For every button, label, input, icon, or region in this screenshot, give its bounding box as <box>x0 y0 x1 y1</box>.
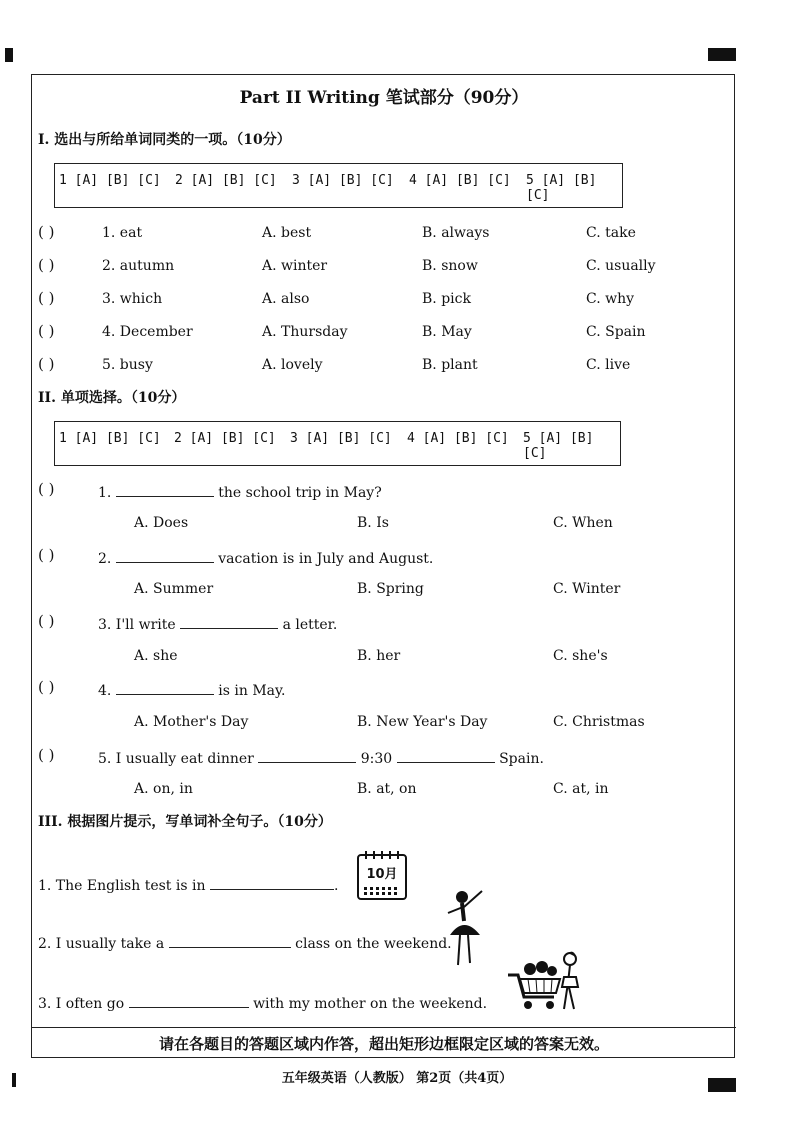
answer-frame <box>31 74 735 1058</box>
option-b: B. Spring <box>357 581 424 597</box>
answer-paren[interactable]: ( ) <box>38 612 55 630</box>
option-c: C. take <box>586 225 636 241</box>
section1-heading: I. 选出与所给单词同类的一项。（10分） <box>38 132 291 148</box>
section2-heading: II. 单项选择。（10分） <box>38 390 186 406</box>
fill-blank[interactable] <box>129 993 249 1008</box>
question-stem: 5. I usually eat dinner 9:30 Spain. <box>98 748 544 767</box>
fill-blank[interactable] <box>397 748 495 763</box>
question-word: 1. eat <box>102 225 143 241</box>
page-footer: 五年级英语（人教版） 第2页（共4页） <box>281 1071 513 1086</box>
corner-mark-top-left <box>5 48 13 62</box>
option-c: C. Spain <box>586 324 646 340</box>
answer-paren[interactable]: ( ) <box>38 678 55 696</box>
option-c: C. Christmas <box>553 714 645 730</box>
fill-blank[interactable] <box>258 748 356 763</box>
option-c: C. When <box>553 515 613 531</box>
answer-bubble[interactable]: 4 [A] [B] [C] <box>407 431 509 446</box>
notice-divider <box>32 1027 736 1028</box>
option-b: B. plant <box>422 357 478 373</box>
option-b: B. New Year's Day <box>357 714 488 730</box>
option-b: B. her <box>357 648 401 664</box>
option-b: B. at, on <box>357 781 417 797</box>
option-b: B. always <box>422 225 490 241</box>
option-a: A. also <box>262 291 310 307</box>
option-b: B. Is <box>357 515 389 531</box>
answer-paren[interactable]: ( ) <box>38 355 55 373</box>
fill-blank[interactable] <box>210 875 334 890</box>
option-a: A. Does <box>134 515 189 531</box>
option-a: A. Thursday <box>262 324 348 340</box>
sentence-2: 2. I usually take a class on the weekend. <box>38 933 452 952</box>
answer-bubble[interactable]: 3 [A] [B] [C] <box>290 431 392 446</box>
answer-bubble[interactable]: 2 [A] [B] [C] <box>175 173 277 188</box>
option-a: A. best <box>262 225 312 241</box>
shopping-cart-icon <box>502 949 584 1015</box>
answer-paren[interactable]: ( ) <box>38 546 55 564</box>
option-b: B. May <box>422 324 472 340</box>
question-word: 2. autumn <box>102 258 175 274</box>
answer-bubble[interactable]: 5 [A] [B] [C] <box>523 431 594 461</box>
option-c: C. usually <box>586 258 656 274</box>
answer-bubble[interactable]: 1 [A] [B] [C] <box>59 431 161 446</box>
answer-area-notice: 请在各题目的答题区域内作答，超出矩形边框限定区域的答案无效。 <box>158 1035 609 1053</box>
option-a: A. on, in <box>134 781 193 797</box>
fill-blank[interactable] <box>116 680 214 695</box>
question-word: 3. which <box>102 291 163 307</box>
sentence-1: 1. The English test is in . <box>38 875 338 894</box>
answer-bubble[interactable]: 4 [A] [B] [C] <box>409 173 511 188</box>
fill-blank[interactable] <box>116 482 214 497</box>
option-a: A. she <box>134 648 178 664</box>
question-stem: 1. the school trip in May? <box>98 482 382 501</box>
fill-blank[interactable] <box>116 548 214 563</box>
option-c: C. Winter <box>553 581 621 597</box>
question-word: 5. busy <box>102 357 153 373</box>
option-b: B. snow <box>422 258 478 274</box>
answer-bubble[interactable]: 5 [A] [B] [C] <box>526 173 597 203</box>
option-c: C. why <box>586 291 635 307</box>
question-stem: 2. vacation is in July and August. <box>98 548 433 567</box>
answer-paren[interactable]: ( ) <box>38 256 55 274</box>
sentence-3: 3. I often go with my mother on the weekend. <box>38 993 487 1012</box>
answer-paren[interactable]: ( ) <box>38 223 55 241</box>
answer-paren[interactable]: ( ) <box>38 480 55 498</box>
answer-paren[interactable]: ( ) <box>38 322 55 340</box>
answer-bubble[interactable]: 2 [A] [B] [C] <box>174 431 276 446</box>
option-c: C. at, in <box>553 781 609 797</box>
calendar-label: 10月 <box>366 867 398 882</box>
option-c: C. live <box>586 357 631 373</box>
question-stem: 3. I'll write a letter. <box>98 614 337 633</box>
corner-mark-top-right <box>708 48 736 61</box>
section3-heading: III. 根据图片提示，写单词补全句子。（10分） <box>38 814 332 830</box>
option-a: A. Mother's Day <box>134 714 249 730</box>
page-title: Part II Writing 笔试部分（90分） <box>239 88 529 108</box>
option-b: B. pick <box>422 291 471 307</box>
ballet-dancer-icon <box>442 887 492 969</box>
fill-blank[interactable] <box>180 614 278 629</box>
option-a: A. Summer <box>134 581 214 597</box>
option-a: A. lovely <box>262 357 323 373</box>
option-a: A. winter <box>262 258 328 274</box>
answer-paren[interactable]: ( ) <box>38 746 55 764</box>
fill-blank[interactable] <box>169 933 291 948</box>
option-c: C. she's <box>553 648 608 664</box>
answer-paren[interactable]: ( ) <box>38 289 55 307</box>
calendar-icon <box>356 849 408 901</box>
section2-answer-box <box>54 421 621 466</box>
question-stem: 4. is in May. <box>98 680 286 699</box>
answer-bubble[interactable]: 3 [A] [B] [C] <box>292 173 394 188</box>
answer-bubble[interactable]: 1 [A] [B] [C] <box>59 173 161 188</box>
question-word: 4. December <box>102 324 193 340</box>
section1-answer-box <box>54 163 623 208</box>
